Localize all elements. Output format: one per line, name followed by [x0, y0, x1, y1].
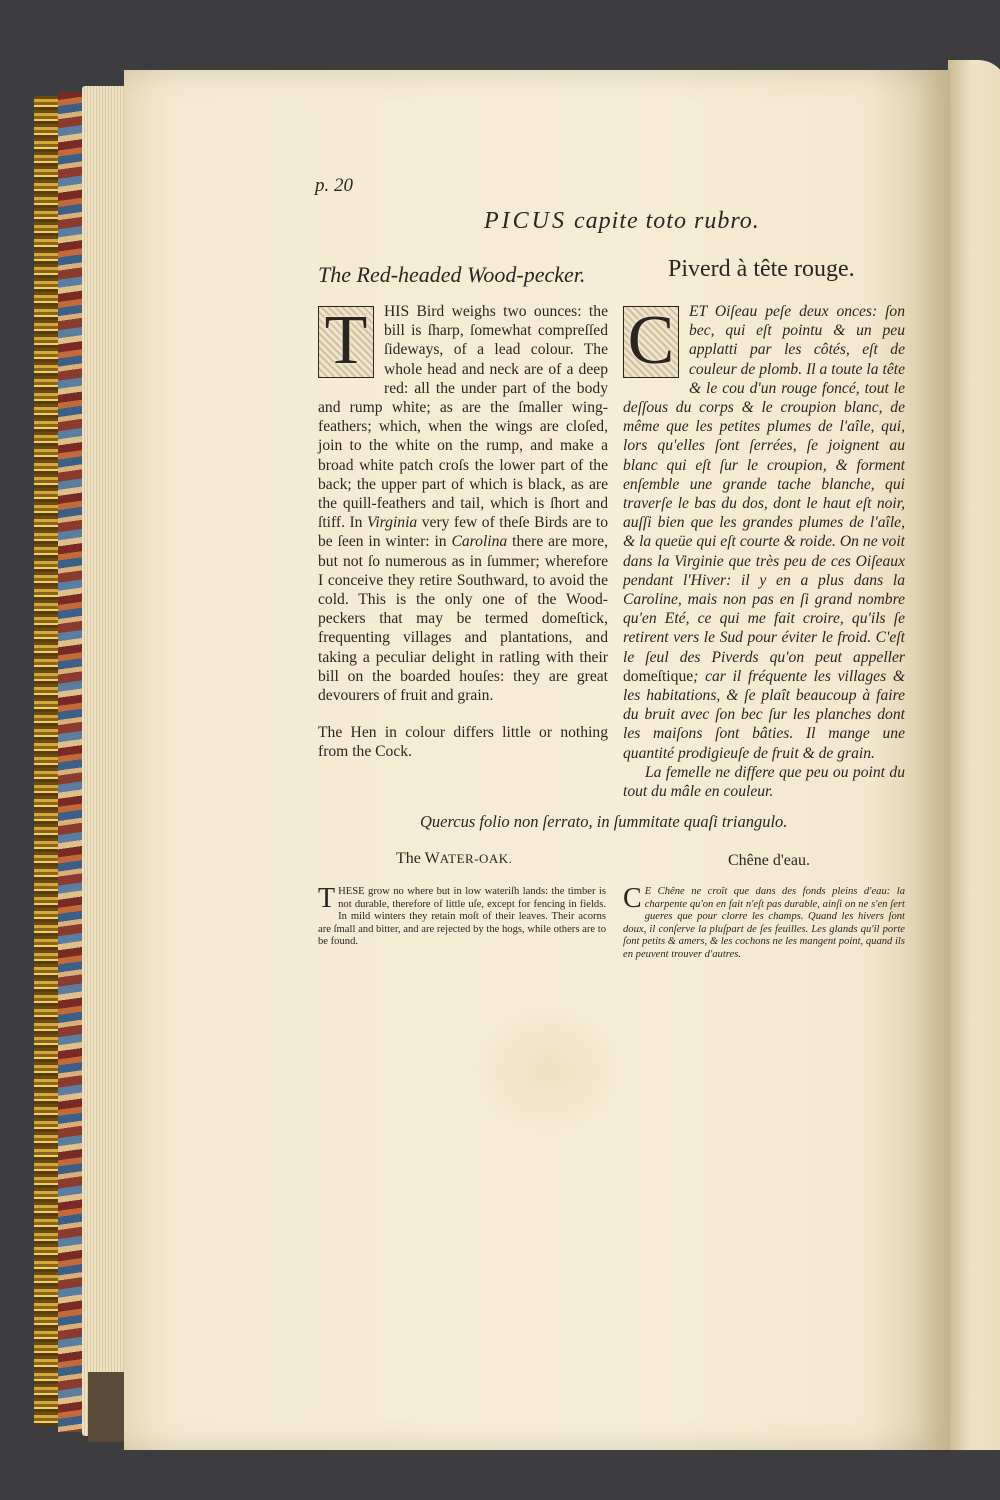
bookmark-ribbon — [88, 1372, 124, 1442]
french-paragraph-1: C ET Oiſeau peſe deux onces: ſon bec, qui eſt pointu & un peu applatti par les côtés, eſt de couleur de plomb. Il a toute la tête & le cou d'un rouge foncé, tout le deſſous du corps & le croupion blanc, de même que les petites plumes de l'aîle, qui, lors qu'elles ſont ſerrées, ſe joignent au blanc qui eſt ſur le croupion, & forment enſemble une grande tache blanche, qui traverſe le bas du dos, dont le haut eſt noir, auſſi bien que les grandes plumes de l'aîle, & la queüe qui eſt courte & roide. On ne voit dans la Virginie que très peu de ces Oiſeaux pendant l'Hiver: il y en a plus dans la Caroline, mais non pas en ſi grand nombre qu'en Eté, ce qui me fait croire, qu'ils ſe retirent vers le Sud pour éviter le froid. C'eſt le ſeul des Piverds qu'on peut appeller domeſtique; car il fréquente les villages & les habitations, & ſe plaît beaucoup à faire du bruit avec ſon bec ſur les planches dont les maiſons ſont bâties. Il mange une quantité prodigieuſe de fruit & de grain. — [623, 302, 905, 762]
plant-french-description: C E Chêne ne croît que dans des fonds pleins d'eau: la charpente qu'on en fait n'eſt pas durable, ainſi on ne s'en ſert gueres que pour clorre les champs. Quand les hivers ſont doux, il conſerve la pluſpart de ſes feuilles. Les glands qu'il porte ſont petits & amers, & les cochons ne les mangent point, quand ils en peuvent trouver d'autres. — [623, 883, 905, 960]
french-paragraph-2: La femelle ne differe que peu ou point du tout du mâle en couleur. — [623, 763, 905, 801]
french-heading: Piverd à tête rouge. — [668, 256, 855, 282]
page-edges — [82, 86, 130, 1436]
latin-epithet: capite toto rubro. — [574, 208, 760, 234]
place-virginia: Virginia — [366, 514, 418, 532]
place-carolina: Carolina — [451, 533, 508, 551]
plant-english-heading: The WATER-OAK. — [396, 850, 513, 867]
english-description — [318, 302, 608, 762]
ornamental-drop-cap: C — [623, 306, 679, 378]
plate-reference: p. 20 — [315, 175, 353, 196]
plant-latin-name: Quercus folio non ſerrato, in ſummitate quaſi triangulo. — [420, 812, 788, 831]
gilt-fore-edge — [34, 96, 60, 1426]
english-heading: The Red-headed Wood-pecker. — [318, 262, 586, 287]
paper-stain — [470, 1000, 630, 1140]
small-drop-cap: T — [318, 883, 336, 914]
plant-french-heading: Chêne d'eau. — [728, 852, 810, 869]
facing-page-edge — [948, 60, 1000, 1450]
plant-english-description: THESE grow no where but in low wateriſh lands: the timber is not durable, therefore of little uſe, except for fencing in fields. In mild winters they retain moſt of their leaves. Their acorns are ſmall and bitter, and are rejected by the hogs, while others are to be found. — [318, 883, 606, 948]
latin-title — [484, 208, 760, 235]
small-drop-cap: C — [623, 883, 642, 914]
english-paragraph-1: T HIS Bird weighs two ounces: the bill is ſharp, ſomewhat compreſſed ſideways, of a lead colour. The whole head and neck are of a deep red: all the under part of the body and rump white; as are the ſmaller wing-feathers; which, when the wings are cloſed, join to the white on the rump, and make a broad white patch croſs the lower part of the back; the upper part of which is black, as are the quill-feathers and tail, which is ſhort and ſtiff. In Virginia very few of theſe Birds are to be ſeen in winter: in Carolina there are more, but not ſo numerous as in ſummer; wherefore I conceive they retire Southward, to avoid the cold. This is the only one of the Wood-peckers that may be termed domeſtick, frequenting villages and plantations, and taking a peculiar delight in ratling with their bill on the boarded houſes: they are great devourers of fruit and grain. — [318, 302, 609, 705]
french-description — [623, 302, 905, 801]
english-paragraph-2: The Hen in colour differs little or nothing from the Cock. — [318, 724, 608, 761]
ornamental-drop-cap: T — [318, 306, 374, 378]
latin-genus: PICUS — [484, 208, 567, 234]
